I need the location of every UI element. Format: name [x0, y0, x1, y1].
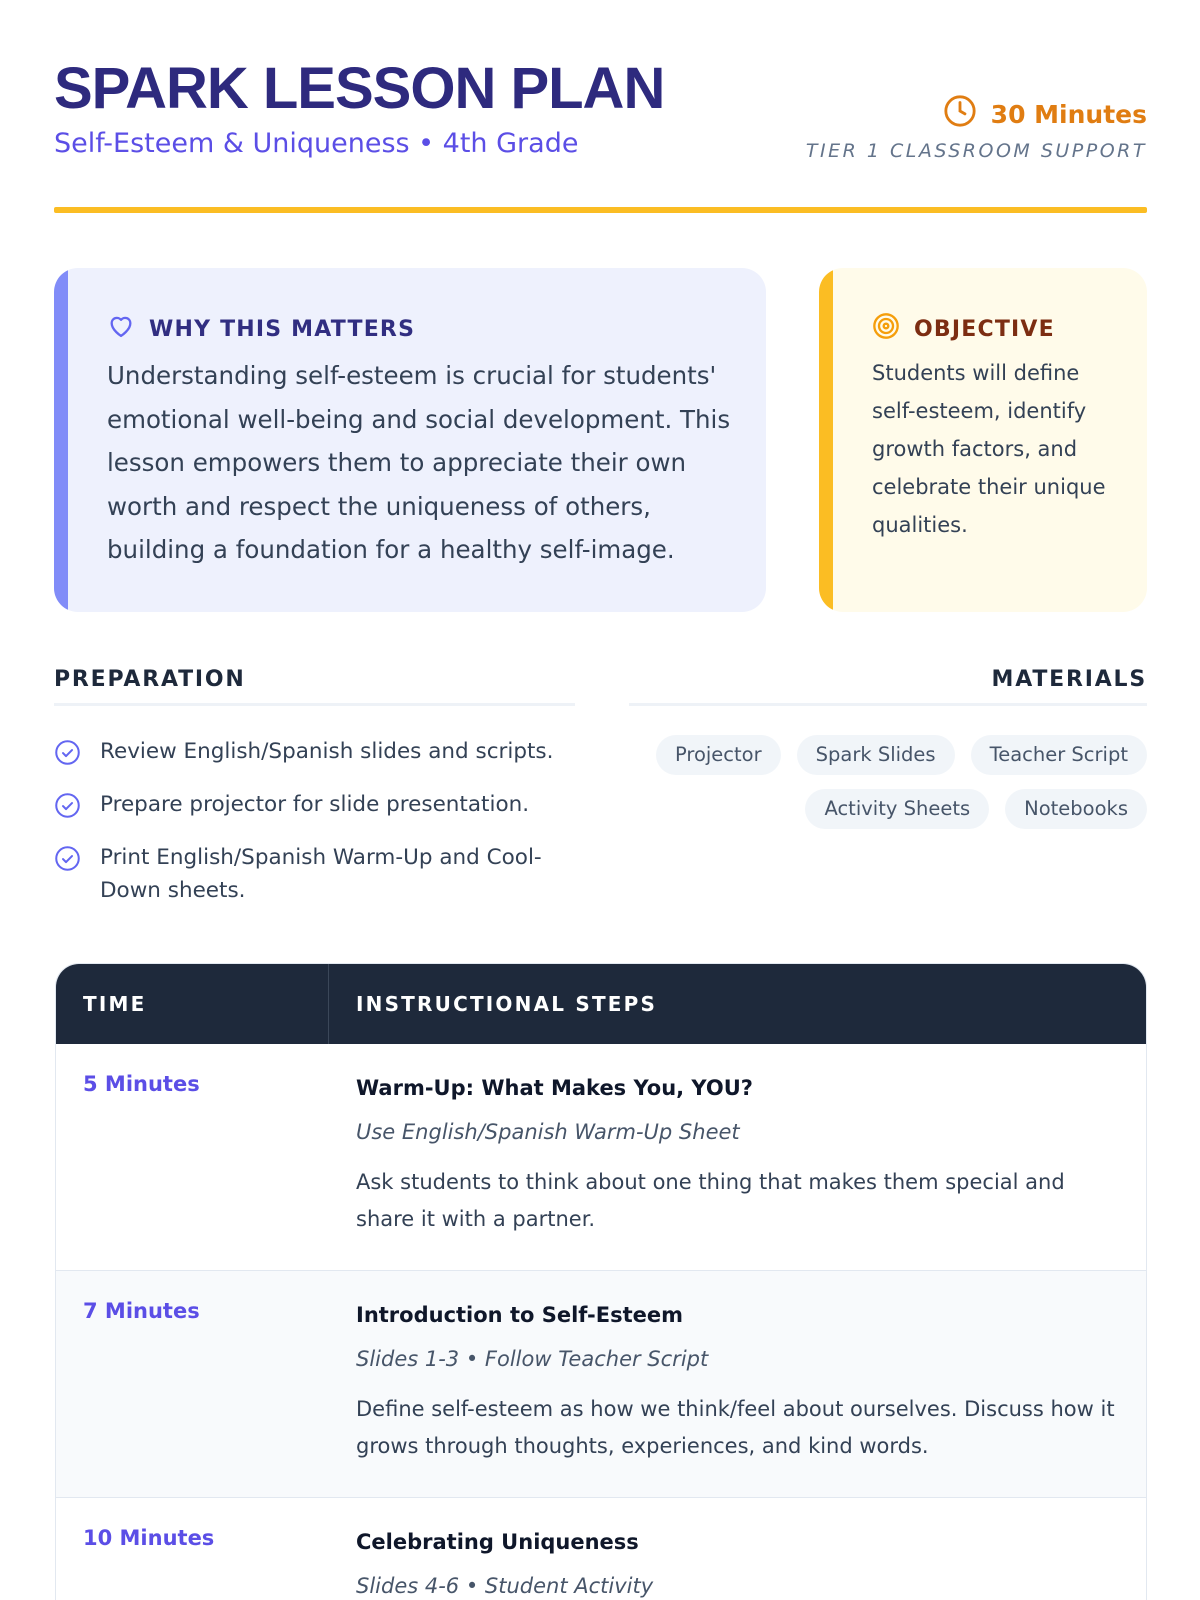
- card-accent-bar: [54, 268, 68, 612]
- why-heading-text: WHY THIS MATTERS: [149, 316, 416, 342]
- clock-icon: [943, 94, 977, 134]
- preparation-item-text: Review English/Spanish slides and scripts.: [100, 739, 554, 764]
- heart-icon: [107, 312, 135, 346]
- tier-label: TIER 1 CLASSROOM SUPPORT: [805, 140, 1147, 162]
- row-steps: [329, 1271, 1146, 1497]
- table-row: [56, 1498, 1146, 1600]
- time-column-header: TIME: [56, 964, 329, 1044]
- page-title: SPARK LESSON PLAN: [54, 56, 665, 121]
- materials-divider: [629, 703, 1147, 706]
- preparation-item: [54, 735, 575, 768]
- steps-column-header: INSTRUCTIONAL STEPS: [356, 992, 658, 1016]
- step-title: Introduction to Self-Esteem: [356, 1303, 684, 1327]
- table-row: [56, 1044, 1146, 1271]
- header-divider: [54, 207, 1147, 213]
- duration-badge: [943, 94, 1147, 134]
- row-steps: [329, 1044, 1146, 1270]
- materials-heading: MATERIALS: [991, 667, 1147, 692]
- step-title: Warm-Up: What Makes You, YOU?: [356, 1076, 753, 1100]
- card-accent-bar: [819, 268, 833, 612]
- step-subtitle: Slides 4-6 • Student Activity: [356, 1574, 654, 1598]
- page-header: [54, 56, 1147, 216]
- page-subtitle: Self-Esteem & Uniqueness • 4th Grade: [54, 128, 579, 159]
- preparation-heading: PREPARATION: [54, 667, 246, 692]
- step-description: Define self-esteem as how we think/feel about ourselves. Discuss how it grows through thoughts, experiences, and kind words.: [356, 1397, 1115, 1458]
- why-this-matters-card: [54, 268, 766, 612]
- material-chip: Activity Sheets: [805, 789, 989, 829]
- preparation-item-text: Print English/Spanish Warm-Up and Cool-Down sheets.: [100, 845, 542, 903]
- row-steps: [329, 1498, 1146, 1600]
- material-chip: Teacher Script: [971, 735, 1147, 775]
- preparation-divider: [54, 703, 575, 706]
- lesson-steps-table: [55, 963, 1147, 1600]
- preparation-item-text: Prepare projector for slide presentation.: [100, 792, 530, 817]
- why-heading: [107, 312, 415, 346]
- row-time: 7 Minutes: [83, 1299, 200, 1323]
- table-header: [56, 964, 1146, 1044]
- step-title: Celebrating Uniqueness: [356, 1530, 639, 1554]
- objective-card: [819, 268, 1147, 612]
- material-chip: Notebooks: [1005, 789, 1147, 829]
- preparation-item: [54, 788, 575, 821]
- duration-text: 30 Minutes: [990, 99, 1147, 129]
- objective-text: Students will define self-esteem, identify growth factors, and celebrate their unique qualities.: [872, 361, 1106, 537]
- table-row: [56, 1271, 1146, 1498]
- materials-list: [629, 735, 1147, 829]
- row-time: 5 Minutes: [83, 1072, 200, 1096]
- objective-heading: [872, 312, 1055, 346]
- material-chip: Spark Slides: [797, 735, 955, 775]
- preparation-list: [54, 735, 575, 927]
- target-icon: [872, 312, 900, 346]
- preparation-item: [54, 841, 575, 907]
- material-chip: Projector: [656, 735, 781, 775]
- why-text: Understanding self-esteem is crucial for students' emotional well-being and social development. This lesson empowers them to appreciate their own worth and respect the uniqueness of others, building a foundation for a healthy self-image.: [107, 361, 731, 564]
- step-subtitle: Use English/Spanish Warm-Up Sheet: [356, 1120, 740, 1144]
- step-description: Ask students to think about one thing that makes them special and share it with a partner.: [356, 1170, 1065, 1231]
- objective-heading-text: OBJECTIVE: [914, 316, 1055, 342]
- step-subtitle: Slides 1-3 • Follow Teacher Script: [356, 1347, 709, 1371]
- row-time: 10 Minutes: [83, 1526, 215, 1550]
